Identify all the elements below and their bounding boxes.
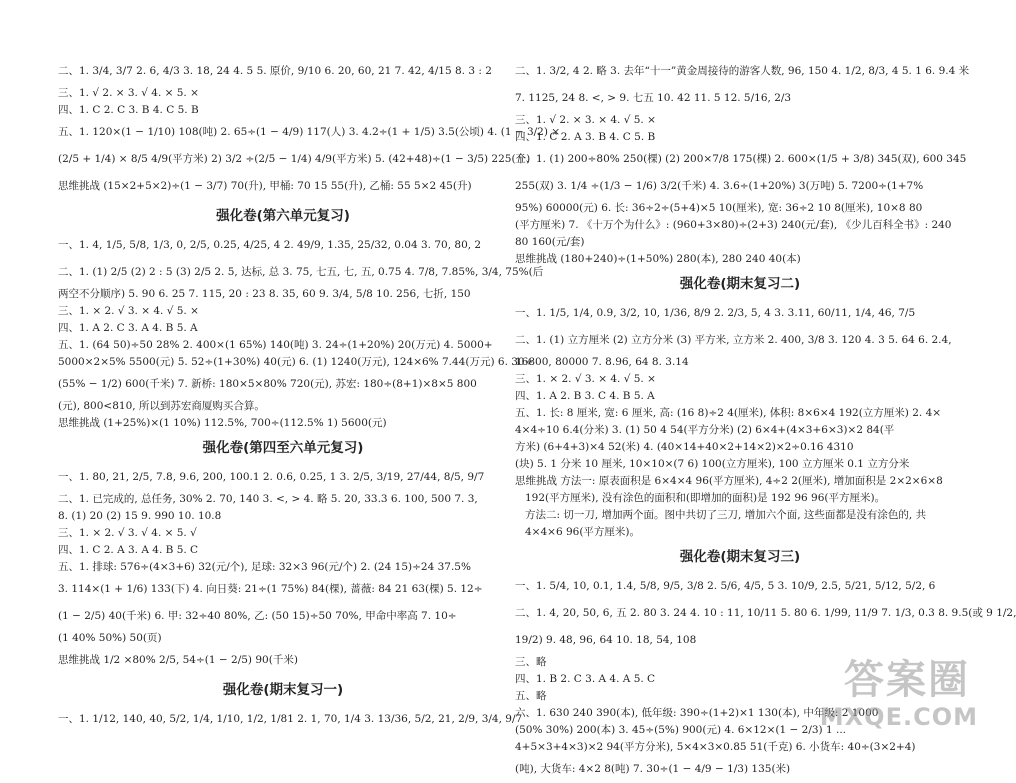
answer-line: 一、1. 1/12, 140, 40, 5/2, 1/4, 1/10, 1/2, 1/81 2. 1, 70, 1/4 3. 13/36, 5/2, 21, 2/9, 3/4, 9/7 (58, 713, 523, 725)
answer-line: 二、1. (1) 立方厘米 (2) 立方分米 (3) 平方米, 立方米 2. 400, 3/8 3. 120 4. 3 5. 64 6. 2.4, (515, 334, 952, 346)
answer-line: 思维挑战 (15×2+5×2)÷(1 − 3/7) 70(升), 甲桶: 70 15 55(升), 乙桶: 55 5×2 45(升) (58, 180, 472, 192)
section-heading: 强化卷(第六单元复习) (216, 208, 350, 224)
answer-line: 三、1. × 2. √ 3. × 4. √ 5. × (58, 305, 199, 317)
answer-line: 方米) (6+4+3)×4 52(米) 4. (40×14+40×2+14×2)×2÷0.16 4310 (515, 441, 854, 453)
answer-line: 思维挑战 方法一: 原表面积是 6×4×4 96(平方厘米), 4÷2 2(厘米), 增加面积是 2×2×6×8 (515, 475, 943, 487)
answer-line: 80 160(元/套) (515, 236, 585, 248)
answer-line: 方法二: 切一刀, 增加两个面。图中共切了三刀, 增加六个面, 这些面都是没有涂色的, 共 (525, 509, 927, 521)
answer-line: 五、1. 排球: 576÷(4×3+6) 32(元/个), 足球: 32×3 96(元/个) 2. (24 15)÷24 37.5% (58, 561, 471, 573)
answer-line: (1 40% 50%) 50(页) (58, 632, 162, 644)
section-heading: 强化卷(期末复习二) (679, 276, 801, 292)
answer-line: (块) 5. 1 分米 10 厘米, 10×10×(7 6) 100(立方厘米), 100 立方厘米 0.1 立方分米 (515, 458, 910, 470)
answer-line: 一、1. 4, 1/5, 5/8, 1/3, 0, 2/5, 0.25, 4/25, 4 2. 49/9, 1.35, 25/32, 0.04 3. 70, 80, 2 (58, 239, 482, 251)
answer-line: 4×4÷10 6.4(分米) 3. (1) 50 4 54(平方分米) (2) 6×4+(4×3+6×3)×2 84(平 (515, 424, 895, 436)
answer-line: (平方厘米) 7. 《十万个为什么》: (960+3×80)÷(2+3) 240(元/套), 《少儿百科全书》: 240 (515, 219, 952, 231)
section-heading: 强化卷(期末复习三) (679, 549, 801, 565)
answer-line: 5000×2×5% 5500(元) 5. 52÷(1+30%) 40(元) 6. (1) 1240(万元), 124×6% 7.44(万元) 6. 30÷ (58, 356, 534, 368)
answer-line: 两空不分顺序) 5. 90 6. 25 7. 115, 20 : 23 8. 35, 60 9. 3/4, 5/8 10. 256, 七折, 150 (58, 288, 471, 300)
answer-line: 四、1. B 2. C 3. A 4. A 5. C (515, 673, 656, 685)
watermark-logo-text: 答案圈 (844, 657, 970, 703)
answer-line: 二、1. 3/2, 4 2. 略 3. 去年“十一”黄金周接待的游客人数, 96, 150 4. 1/2, 8/3, 4 5. 1 6. 9.4 米 (515, 65, 970, 77)
answer-line: 三、1. × 2. √ 3. × 4. √ 5. × (515, 373, 656, 385)
answer-line: 思维挑战 (1+25%)×(1 10%) 112.5%, 700÷(112.5% 1) 5600(元) (58, 417, 387, 429)
answer-line: 四、1. C 2. A 3. A 4. B 5. C (58, 544, 199, 556)
section-heading: 强化卷(期末复习一) (222, 682, 344, 698)
answer-line: 95%) 60000(元) 6. 长: 36÷2÷(5+4)×5 10(厘米), 宽: 36÷2 10 8(厘米), 10×8 80 (515, 202, 923, 214)
answer-line: 三、略 (515, 656, 547, 668)
answer-line: 4×4×6 96(平方厘米)。 (525, 526, 641, 538)
answer-line: (吨), 大货车: 4×2 8(吨) 7. 30÷(1 − 4/9 − 1/3) 135(米) (515, 763, 791, 775)
answer-line: (1 − 2/5) 40(千米) 6. 甲: 32÷40 80%, 乙: (50 15)÷50 70%, 甲命中率高 7. 10÷ (58, 610, 457, 622)
answer-line: 一、1. 5/4, 10, 0.1, 1.4, 5/8, 9/5, 3/8 2. 5/6, 4/5, 5 3. 10/9, 2.5, 5/21, 5/12, 5/2, 6 (515, 580, 936, 592)
watermark-site-text: MXQE.COM (819, 703, 978, 731)
answer-line: 四、1. C 2. C 3. B 4. C 5. B (58, 104, 199, 116)
answer-line: (50% 30%) 200(本) 3. 45÷(5%) 900(元) 4. 6×12×(1 − 2/3) 1 ... (515, 724, 846, 736)
answer-line: 192(平方厘米), 没有涂色的面积和(即增加的面积)是 192 96 96(平方厘米)。 (525, 492, 886, 504)
answer-line: 三、1. × 2. √ 3. √ 4. × 5. √ (58, 527, 197, 539)
answer-line: 二、1. 已完成的, 总任务, 30% 2. 70, 140 3. <, > 4. 略 5. 20, 33.3 6. 100, 500 7. 3, (58, 493, 478, 505)
answer-line: 7. 1125, 24 8. <, > 9. 七五 10. 42 11. 5 12. 5/16, 2/3 (515, 92, 792, 104)
answer-line: 思维挑战 1/2 ×80% 2/5, 54÷(1 − 2/5) 90(千米) (58, 654, 298, 666)
section-heading: 强化卷(第四至六单元复习) (202, 440, 364, 456)
answer-line: 五、1. 长: 8 厘米, 宽: 6 厘米, 高: (16 8)÷2 4(厘米), 体积: 8×6×4 192(立方厘米) 2. 4× (515, 407, 942, 419)
answer-line: 六、1. 630 240 390(本), 低年级: 390÷(1+2)×1 130(本), 中年级: 2 1000 (515, 707, 879, 719)
answer-line: 四、1. A 2. B 3. C 4. B 5. A (515, 390, 655, 402)
answer-line: 二、1. 3/4, 3/7 2. 6, 4/3 3. 18, 24 4. 5 5. 原价, 9/10 6. 20, 60, 21 7. 42, 4/15 8. 3 : 2 (58, 65, 492, 77)
answer-line: 二、1. (1) 2/5 (2) 2 : 5 (3) 2/5 2. 5, 达标, 总 3. 75, 七五, 七, 五, 0.75 4. 7/8, 7.85%, 3/4, 75%(后 (58, 266, 544, 278)
answer-line: 四、1. C 2. A 3. B 4. C 5. B (515, 131, 656, 143)
answer-line: 三、1. √ 2. × 3. √ 4. × 5. × (58, 87, 199, 99)
answer-line: 五、略 (515, 690, 547, 702)
answer-line: 五、1. (1) 200÷80% 250(棵) (2) 200×7/8 175(棵) 2. 600×(1/5 + 3/8) 345(双), 600 345 (515, 153, 967, 165)
watermark (800, 653, 1000, 733)
answer-line: (2/5 + 1/4) × 8/5 4/9(平方米) 2) 3/2 ÷(2/5 − 1/4) 4/9(平方米) 5. (42+48)÷(1 − 3/5) 225(个) (58, 153, 531, 165)
answer-line: 一、1. 1/5, 1/4, 0.9, 3/2, 10, 1/36, 8/9 2. 2/3, 5, 4 3. 3.11, 60/11, 1/4, 46, 7/5 (515, 307, 916, 319)
answer-line: 思维挑战 (180+240)÷(1+50%) 280(本), 280 240 40(本) (515, 253, 801, 265)
answer-line: (55% − 1/2) 600(千米) 7. 新桥: 180×5×80% 720(元), 苏宏: 180÷(8+1)×8×5 800 (58, 378, 477, 390)
answer-line: 一、1. 80, 21, 2/5, 7.8, 9.6, 200, 100.1 2. 0.6, 0.25, 1 3. 2/5, 3/19, 27/44, 8/5, 9/7 (58, 471, 485, 483)
answer-line: 16800, 80000 7. 8.96, 64 8. 3.14 (515, 356, 689, 368)
answer-line: 四、1. A 2. C 3. A 4. B 5. A (58, 322, 198, 334)
answer-line: 8. (1) 20 (2) 15 9. 990 10. 10.8 (58, 510, 222, 522)
answer-line: 二、1. 4, 20, 50, 6, 五 2. 80 3. 24 4. 10 : 11, 10/11 5. 80 6. 1/99, 11/9 7. 1/3, 0.3 8. 9.5(或 9 1/2, (515, 607, 1016, 619)
answer-line: 三、1. √ 2. × 3. × 4. √ 5. × (515, 114, 656, 126)
answer-line: (元), 800<810, 所以到苏宏商厦购买合算。 (58, 400, 265, 412)
answer-line: 4+5×3+4×3)×2 94(平方分米), 5×4×3×0.85 51(千克) 6. 小货车: 40÷(3×2+4) (515, 741, 916, 753)
answer-line: 19/2) 9. 48, 96, 64 10. 18, 54, 108 (515, 634, 697, 646)
answer-line: 255(双) 3. 1/4 ÷(1/3 − 1/6) 3/2(千米) 4. 3.6÷(1+20%) 3(万吨) 5. 7200÷(1+7% (515, 180, 924, 192)
answer-line: 3. 114×(1 + 1/6) 133(下) 4. 向日葵: 21÷(1 75%) 84(棵), 蔷薇: 84 21 63(棵) 5. 12÷ (58, 583, 483, 595)
answer-line: 五、1. 120×(1 − 1/10) 108(吨) 2. 65÷(1 − 4/9) 117(人) 3. 4.2÷(1 + 1/5) 3.5(公顷) 4. (1 − 3/2) × (58, 126, 561, 138)
answer-line: 五、1. (64 50)÷50 28% 2. 400×(1 65%) 140(吨) 3. 24÷(1+20%) 20(万元) 4. 5000+ (58, 339, 493, 351)
